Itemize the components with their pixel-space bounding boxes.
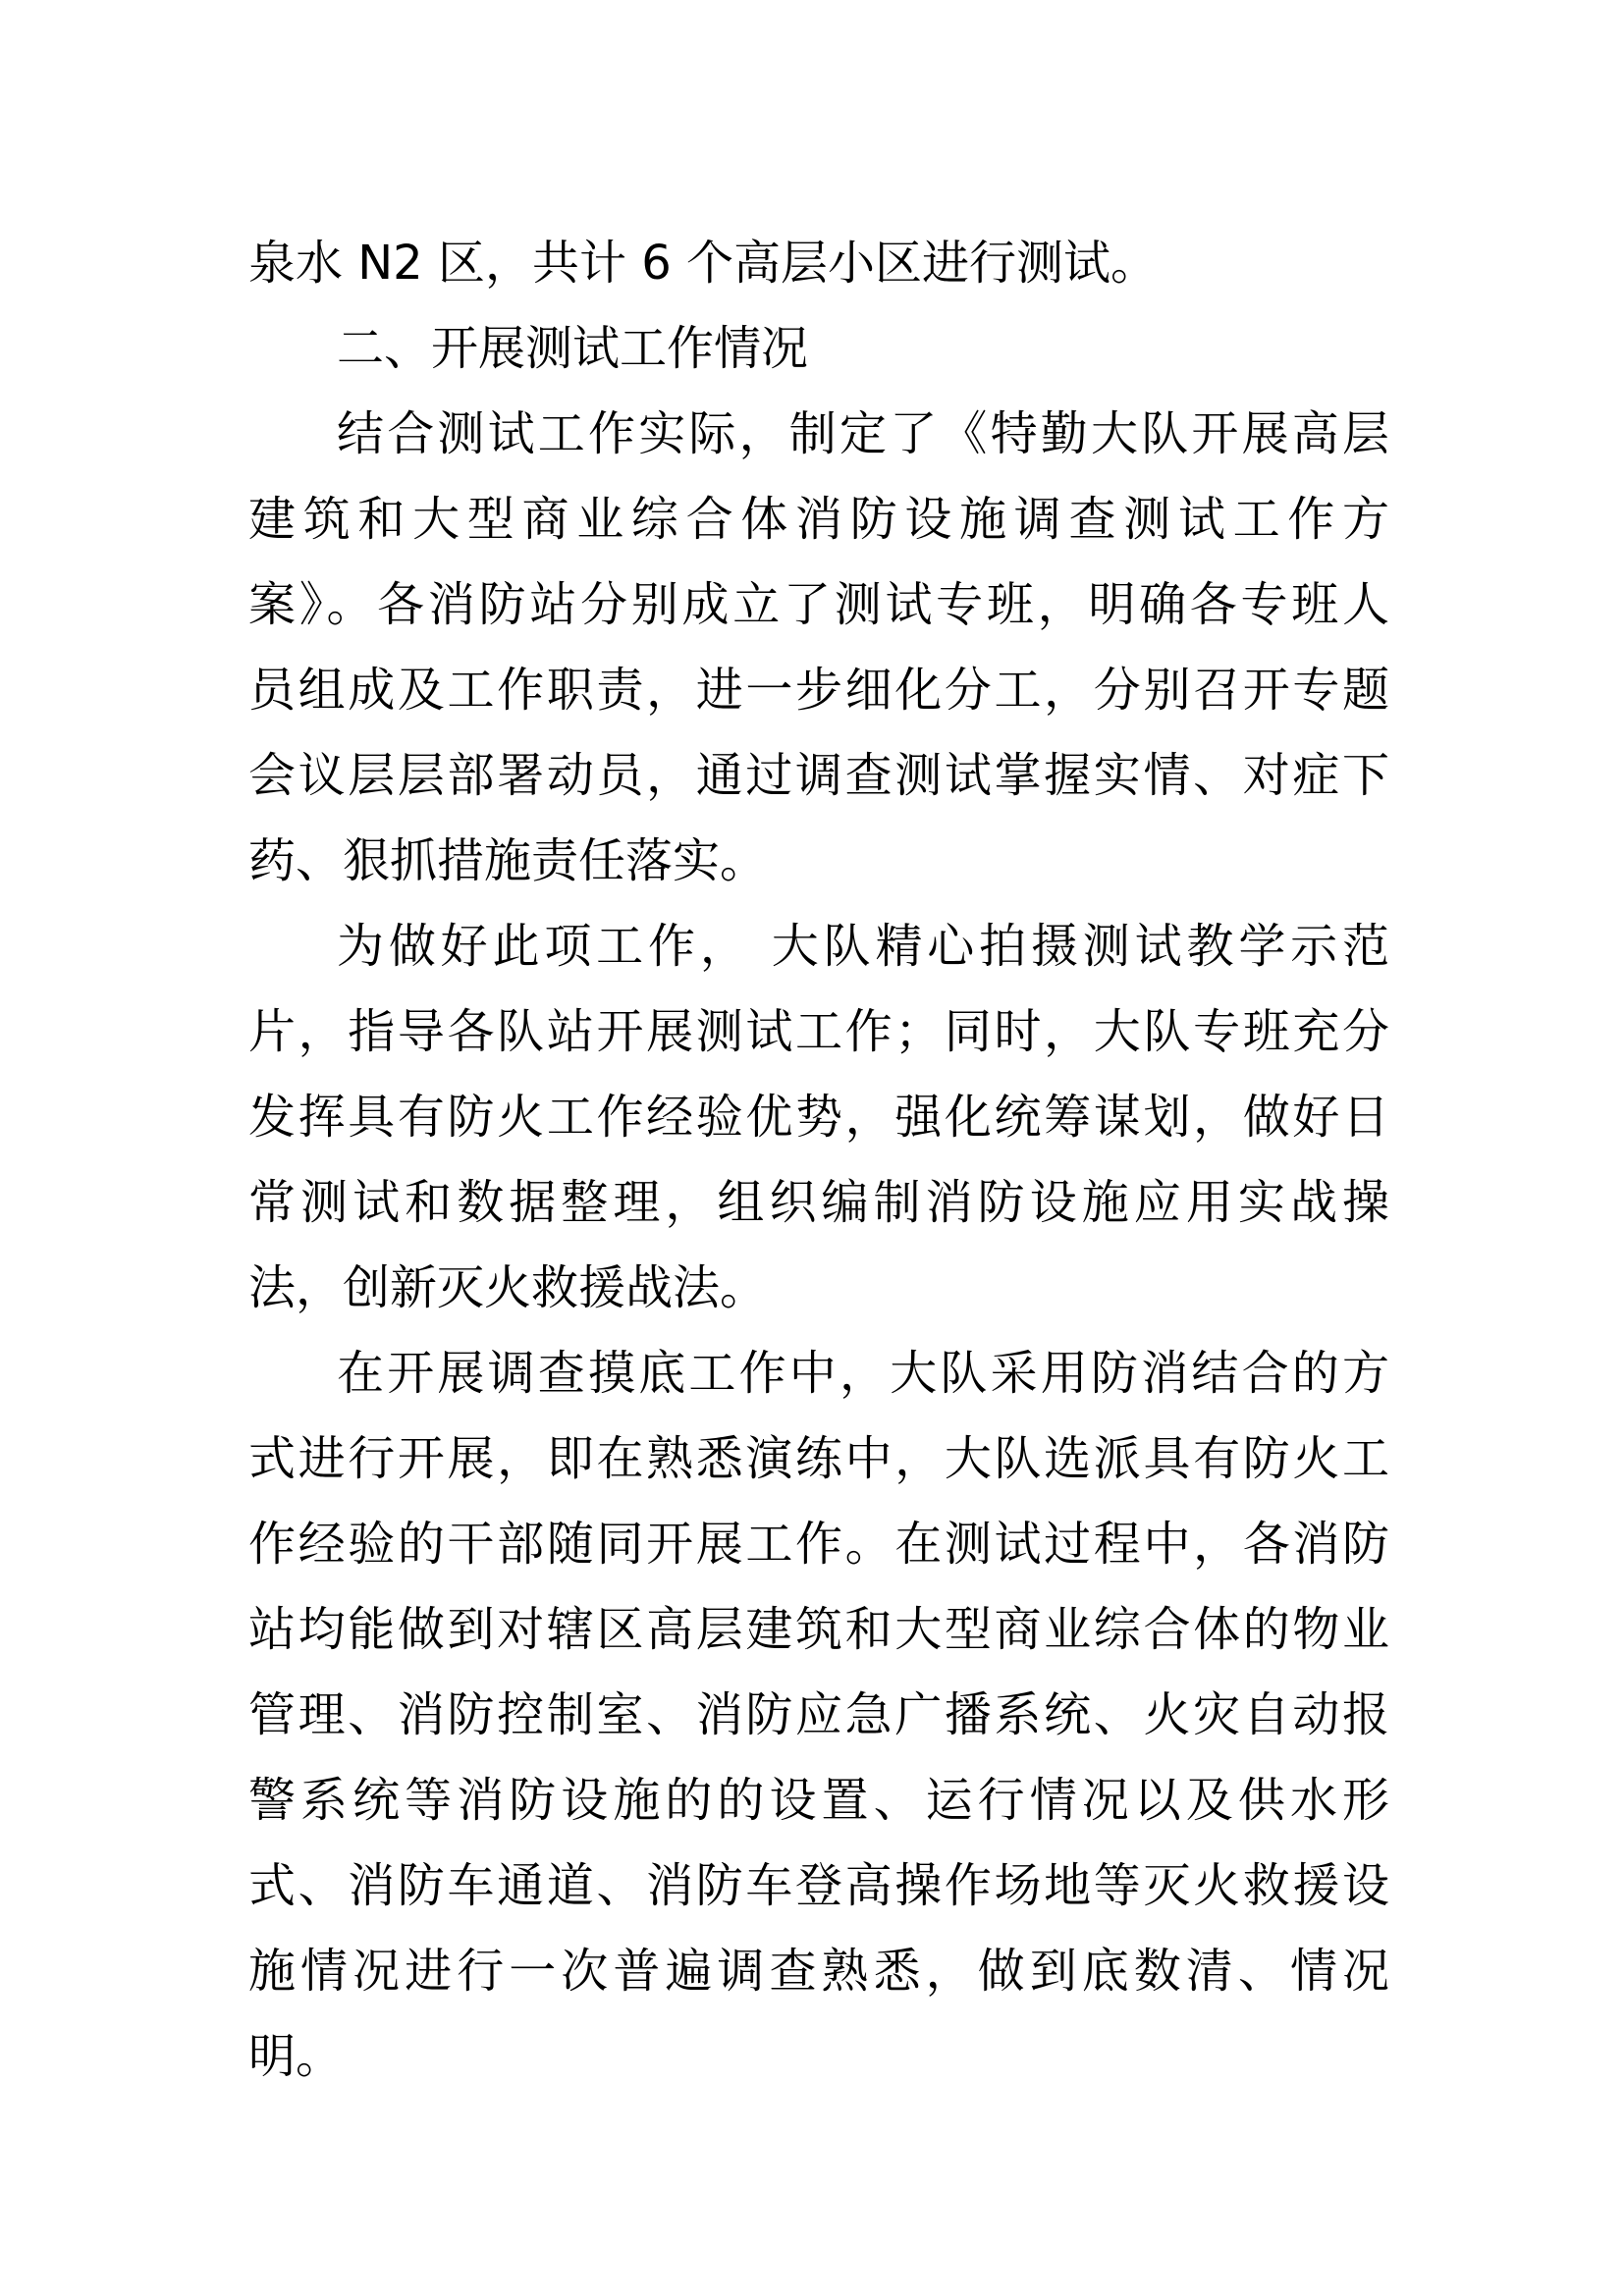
text-line: 结合测试工作实际，制定了《特勤大队开展高层: [337, 406, 1389, 461]
text-line: 会议层层部署动员，通过调查测试掌握实情、对症下: [248, 748, 1389, 803]
text-line: 作经验的干部随同开展工作。在测试过程中，各消防: [248, 1517, 1389, 1572]
text-line: 明。: [248, 2029, 344, 2084]
paragraph: [248, 232, 1389, 317]
text-line: 式进行开展，即在熟悉演练中，大队选派具有防火工: [248, 1431, 1389, 1486]
document-page: [248, 232, 1389, 2110]
text-line: 二、开展测试工作情况: [337, 321, 809, 376]
text-line: 在开展调查摸底工作中，大队采用防消结合的方: [337, 1346, 1389, 1401]
text-line: 管理、消防控制室、消防应急广播系统、火灾自动报: [248, 1687, 1389, 1742]
text-line: 案》。各消防站分别成立了测试专班，明确各专班人: [248, 577, 1389, 632]
text-line: 常测试和数据整理，组织编制消防设施应用实战操: [248, 1175, 1389, 1230]
paragraph: [248, 402, 1389, 915]
text-line: 站均能做到对辖区高层建筑和大型商业综合体的物业: [248, 1602, 1389, 1657]
text-line: 片，指导各队站开展测试工作；同时，大队专班充分: [248, 1004, 1389, 1059]
paragraph: [248, 1342, 1389, 2110]
text-line: 法，创新灭火救援战法。: [248, 1260, 768, 1315]
text-line: 警系统等消防设施的的设置、运行情况以及供水形: [248, 1773, 1389, 1828]
paragraph: [248, 915, 1389, 1342]
text-line: 式、消防车通道、消防车登高操作场地等灭火救援设: [248, 1858, 1389, 1913]
text-line: 泉水 N2 区，共计 6 个高层小区进行测试。: [248, 236, 1159, 291]
paragraph: [248, 317, 1389, 402]
text-line: 施情况进行一次普遍调查熟悉，做到底数清、情况: [248, 1944, 1389, 1999]
text-line: 发挥具有防火工作经验优势，强化统筹谋划，做好日: [248, 1090, 1389, 1145]
text-line: 药、狠抓措施责任落实。: [248, 833, 768, 888]
text-line: 建筑和大型商业综合体消防设施调查测试工作方: [248, 492, 1389, 547]
text-line: 为做好此项工作， 大队精心拍摄测试教学示范: [337, 919, 1389, 974]
text-line: 员组成及工作职责，进一步细化分工，分别召开专题: [248, 663, 1389, 718]
